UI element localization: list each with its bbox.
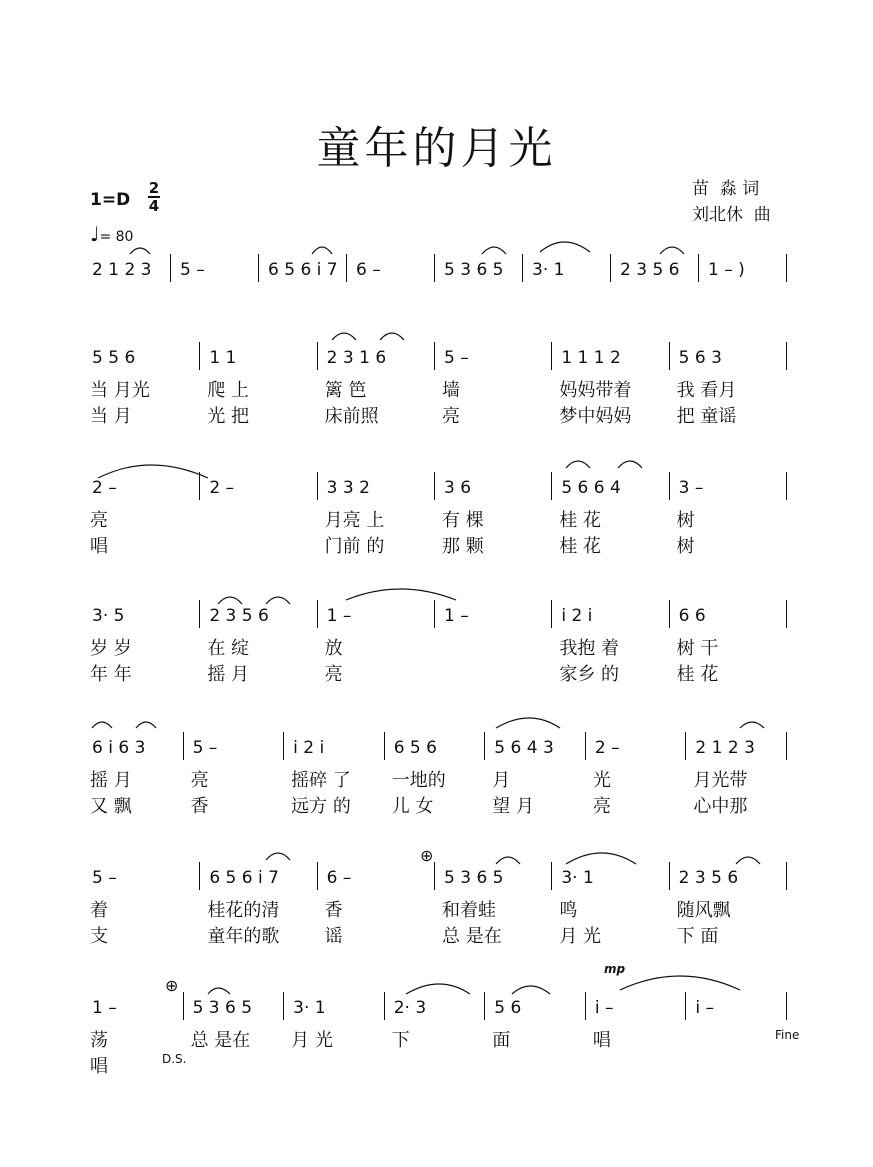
lyric-text: 月光带 [693, 770, 748, 791]
coda-sign-icon: ⊕ [420, 846, 434, 865]
measure-notes: 5 3 6 5 [192, 998, 253, 1018]
barline [551, 862, 552, 890]
dynamic-marking: mp [604, 962, 626, 976]
lyric-text: 床前照 [324, 406, 379, 427]
lyric-text: 亮 [592, 796, 611, 817]
note-row [86, 258, 790, 288]
measure-notes: 6 6 [678, 606, 706, 626]
barline [199, 600, 200, 628]
barline [183, 732, 184, 760]
lyric-row [86, 532, 790, 558]
measure-notes: 2 3 5 6 [209, 606, 269, 626]
measure-notes: 1 – [92, 998, 117, 1018]
barline [786, 342, 787, 370]
note-row [86, 866, 790, 896]
barline [258, 254, 259, 282]
lyric-text: 摇 月 [207, 664, 250, 685]
measure-notes: 1 1 1 2 [561, 348, 621, 368]
barline [317, 600, 318, 628]
lyric-text: 随风飘 [676, 900, 731, 921]
measure-notes: 2· 3 [393, 998, 427, 1018]
lyric-text: 门前 的 [324, 536, 385, 557]
lyric-text: 桂 花 [559, 536, 602, 557]
lyric-text: 香 [324, 900, 343, 921]
barline [585, 992, 586, 1020]
coda-sign-icon: ⊕ [165, 976, 179, 995]
tempo-marking: ♩= 80 [90, 222, 134, 246]
measure-notes: 3 – [678, 478, 704, 498]
measure-notes: 3· 1 [561, 868, 594, 888]
measure-notes: 5 6 4 3 [494, 738, 554, 758]
music-system [86, 476, 790, 558]
lyric-text: 和着蛙 [442, 900, 496, 921]
measure-notes: 2 3 5 6 [678, 868, 739, 888]
lyric-text: 唱 [90, 1056, 108, 1077]
music-system [86, 604, 790, 686]
ds-marking: D.S. [162, 1052, 187, 1066]
barline [585, 732, 586, 760]
measure-notes: 2 3 5 6 [620, 260, 680, 280]
credits [692, 176, 771, 228]
barline [786, 862, 787, 890]
barline [199, 342, 200, 370]
lyric-text: 篱 笆 [324, 380, 367, 401]
music-system [86, 866, 790, 948]
barline [551, 342, 552, 370]
lyric-text: 儿 女 [391, 796, 434, 817]
measure-notes: 6 5 6 i 7 [209, 868, 279, 888]
barline [384, 732, 385, 760]
lyric-text: 把 童谣 [676, 406, 737, 427]
lyric-text: 妈妈带着 [559, 380, 632, 401]
lyric-text: 当 月光 [90, 380, 150, 401]
barline [551, 600, 552, 628]
measure-notes: 1 – [444, 606, 469, 626]
measure-notes: 3 3 2 [326, 478, 370, 498]
lyric-text: 岁 岁 [90, 638, 132, 659]
lyric-text: 我 看月 [676, 380, 737, 401]
lyric-text: 桂 花 [559, 510, 602, 531]
measure-notes: 2 – [594, 738, 620, 758]
lyric-row [86, 1026, 790, 1052]
lyric-text: 远方 的 [291, 796, 351, 817]
barline [786, 732, 787, 760]
music-system [86, 736, 790, 818]
lyric-text: 年 年 [90, 664, 132, 685]
lyric-text: 着 [90, 900, 108, 921]
measure-notes: 5 6 6 4 [561, 478, 621, 498]
time-signature: 2 4 [148, 179, 160, 215]
measure-notes: 6 5 6 i 7 [268, 260, 338, 280]
lyric-text: 鸣 [559, 900, 578, 921]
lyric-text: 月 光 [559, 926, 602, 947]
lyric-text: 荡 [90, 1030, 108, 1051]
barline [346, 254, 347, 282]
lyric-text: 唱 [90, 536, 108, 557]
lyric-row [86, 660, 790, 686]
barline [317, 472, 318, 500]
measure-notes: 5 – [444, 348, 469, 368]
note-row [86, 996, 790, 1026]
measure-notes: 1 – ) [708, 260, 745, 280]
key-signature: 1=D [90, 190, 131, 210]
lyric-text: 又 飘 [90, 796, 132, 817]
measure-notes: i 2 i [561, 606, 593, 626]
measure-notes: 2 1 2 3 [92, 260, 152, 280]
measure-notes: 3· 5 [92, 606, 125, 626]
lyric-row [86, 506, 790, 532]
barline [786, 472, 787, 500]
barline [685, 732, 686, 760]
lyric-text: 当 月 [90, 406, 132, 427]
barline [283, 992, 284, 1020]
lyric-text: 总 是在 [190, 1030, 251, 1051]
lyric-text: 亮 [442, 406, 460, 427]
lyric-row [86, 792, 790, 818]
music-system [86, 258, 790, 288]
measure-notes: 6 – [326, 868, 352, 888]
measure-notes: 2 3 1 6 [326, 348, 387, 368]
lyric-text: 梦中妈妈 [559, 406, 632, 427]
lyric-text: 光 [592, 770, 611, 791]
barline [669, 600, 670, 628]
lyric-text: 我抱 着 [559, 638, 620, 659]
measure-notes: 2 – [209, 478, 235, 498]
barline [669, 472, 670, 500]
lyric-text: 树 干 [676, 638, 719, 659]
lyric-text: 桂花的清 [207, 900, 280, 921]
barline [786, 254, 787, 282]
lyric-row [86, 634, 790, 660]
lyricist: 苗 淼 词 [692, 179, 760, 199]
lyric-text: 摇碎 了 [291, 770, 351, 791]
measure-notes: 5 – [192, 738, 218, 758]
barline [199, 472, 200, 500]
lyric-text: 放 [324, 638, 343, 659]
note-row [86, 604, 790, 634]
measure-notes: 5 3 6 5 [444, 868, 504, 888]
measure-notes: 2 – [92, 478, 117, 498]
lyric-row [86, 402, 790, 428]
note-row [86, 346, 790, 376]
measure-notes: 6 – [356, 260, 381, 280]
barline [384, 992, 385, 1020]
measure-notes: i 2 i [293, 738, 325, 758]
barline [317, 342, 318, 370]
barline [434, 862, 435, 890]
lyric-text: 一地的 [391, 770, 446, 791]
lyric-text: 下 [391, 1030, 410, 1051]
lyric-text: 光 把 [207, 406, 250, 427]
lyric-text: 摇 月 [90, 770, 132, 791]
note-row [86, 476, 790, 506]
music-system [86, 346, 790, 428]
measure-notes: 5 – [180, 260, 205, 280]
lyric-text: 下 面 [676, 926, 719, 947]
lyric-row [86, 1052, 790, 1078]
lyric-text: 家乡 的 [559, 664, 620, 685]
barline [317, 862, 318, 890]
barline [522, 254, 523, 282]
lyric-text: 亮 [324, 664, 343, 685]
barline [698, 254, 699, 282]
measure-notes: 3 6 [444, 478, 472, 498]
lyric-text: 支 [90, 926, 108, 947]
measure-notes: i – [594, 998, 614, 1018]
quarter-note-icon: ♩ [90, 222, 100, 246]
fine-marking: Fine [775, 1028, 800, 1042]
composer: 刘北休 曲 [692, 205, 771, 225]
note-row [86, 736, 790, 766]
measure-notes: 6 5 6 [393, 738, 437, 758]
lyric-row [86, 922, 790, 948]
lyric-text: 那 颗 [442, 536, 484, 557]
lyric-row [86, 766, 790, 792]
measure-notes: 5 6 [494, 998, 522, 1018]
measure-notes: i – [695, 998, 715, 1018]
song-title: 童年的月光 [316, 123, 557, 174]
measure-notes: 1 – [326, 606, 352, 626]
barline [551, 472, 552, 500]
barline [484, 992, 485, 1020]
lyric-text: 树 [676, 536, 695, 557]
lyric-text: 唱 [592, 1030, 611, 1051]
lyric-text: 香 [190, 796, 209, 817]
lyric-text: 树 [676, 510, 695, 531]
measure-notes: 5 6 3 [678, 348, 722, 368]
barline [434, 254, 435, 282]
lyric-text: 心中那 [693, 796, 748, 817]
barline [170, 254, 171, 282]
barline [786, 600, 787, 628]
lyric-text: 面 [492, 1030, 511, 1051]
lyric-text: 有 棵 [442, 510, 484, 531]
lyric-text: 爬 上 [207, 380, 250, 401]
lyric-text: 童年的歌 [207, 926, 280, 947]
measure-notes: 5 3 6 5 [444, 260, 504, 280]
measure-notes: 1 1 [209, 348, 237, 368]
lyric-text: 月 光 [291, 1030, 333, 1051]
lyric-text: 月 [492, 770, 511, 791]
lyric-row [86, 896, 790, 922]
barline [610, 254, 611, 282]
measure-notes: 2 1 2 3 [695, 738, 755, 758]
barline [786, 992, 787, 1020]
barline [434, 600, 435, 628]
lyric-text: 桂 花 [676, 664, 719, 685]
music-system [86, 996, 790, 1078]
lyric-text: 谣 [324, 926, 343, 947]
barline [283, 732, 284, 760]
barline [434, 472, 435, 500]
measure-notes: 5 5 6 [92, 348, 136, 368]
barline [669, 342, 670, 370]
lyric-row [86, 376, 790, 402]
measure-notes: 5 – [92, 868, 117, 888]
lyric-text: 在 绽 [207, 638, 250, 659]
barline [484, 732, 485, 760]
lyric-text: 亮 [90, 510, 108, 531]
measure-notes: 3· 1 [532, 260, 565, 280]
lyric-text: 望 月 [492, 796, 535, 817]
lyric-text: 总 是在 [442, 926, 502, 947]
lyric-text: 月亮 上 [324, 510, 385, 531]
barline [669, 862, 670, 890]
lyric-text: 亮 [190, 770, 209, 791]
measure-notes: 3· 1 [293, 998, 326, 1018]
barline [183, 992, 184, 1020]
barline [199, 862, 200, 890]
barline [434, 342, 435, 370]
measure-notes: 6 i 6 3 [92, 738, 146, 758]
barline [685, 992, 686, 1020]
lyric-text: 墙 [442, 380, 460, 401]
